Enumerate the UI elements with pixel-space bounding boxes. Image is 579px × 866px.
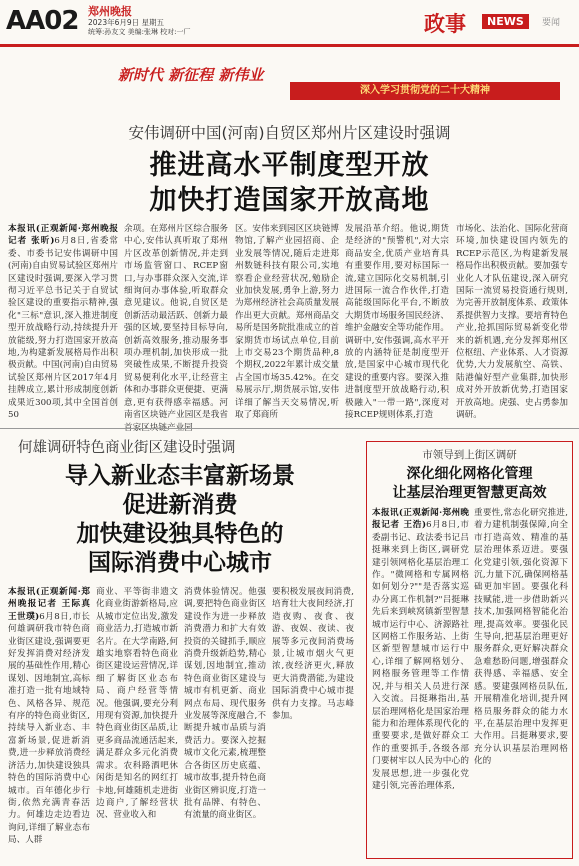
article2-headline-line1: 导入新业态丰富新场景 <box>65 463 295 489</box>
article1-column-1-text: 6月8日,省委常委、市委书记安伟调研中国(河南)自由贸易试验区郑州片区建设时强调,要深入学习贯彻习近平总书记关于自贸试验区建设的重要指示精神,强化"三标"意识,深入推进制度型开放战略行动,持续提升开放能级,努力打造国家开放高地,为构建新发展格局作出积极贡献。中国(河南)自由贸易试验区郑州片区2017年4月挂牌成立,累计形成制度创新成果近300项,其中全国首创50 <box>8 236 118 421</box>
article1-headline-line1: 推进高水平制度型开放 <box>149 150 430 181</box>
article3-kicker: 市领导到上街区调研 <box>422 449 517 461</box>
section-divider <box>0 428 579 429</box>
article3-byline: 本报讯(正观新闻·郑州晚报记者 王浩) <box>372 508 469 531</box>
article2-kicker: 何雄调研特色商业街区建设时强调 <box>18 440 236 456</box>
article1-headline-line2: 加快打造国家开放高地 <box>149 185 430 216</box>
editors-line: 统筹:孙友文 美编:张琳 校对:一厂 <box>88 28 191 36</box>
section-title: 政事 <box>424 12 466 36</box>
article2-byline: 本报讯(正观新闻·郑州晚报记者 王际真 王世璞) <box>8 587 90 622</box>
article2-column-4: 要积极发展夜间消费,培育壮大夜间经济,打造夜购、夜食、夜游、夜娱、夜读、夜展等多元夜间消费场景,让城市烟火气更浓,夜经济更火,释放更大消费潜能,为建设国际消费中心城市提供有力支撑。马志峰参加。 <box>272 587 354 722</box>
article1-column-1 <box>8 223 118 423</box>
article1-byline: 本报讯(正观新闻·郑州晚报记者 张昕) <box>8 224 118 247</box>
article2-column-3: 消费体验情况。他强调,要把特色商业街区建设作为进一步释放消费潜力和扩大有效投资的关键抓手,顺应消费升级新趋势,精心谋划,因地制宜,推动特色商业街区建设与城市有机更新、商业网点布局、现代服务业发展等深度融合,不断提升城市品质与消费活力。要深入挖掘城市文化元素,梳理整合各街区历史底蕴、城市故事,提升特色商业街区辨识度,打造一批有品牌、有特色、有流量的商业街区。 <box>184 587 266 821</box>
article1-kicker: 安伟调研中国(河南)自贸区郑州片区建设时强调 <box>128 124 451 142</box>
article2-headline-line4: 国际消费中心城市 <box>88 550 272 576</box>
article2-headline-line2: 促进新消费 <box>122 492 238 518</box>
article2-column-1-text: 6月8日,市长何雄调研我市特色商业街区建设,强调要更好发挥消费对经济发展的基础性作用,精心谋划、因地制宜,高标准打造一批有地域特色、风格各异、规范有序的特色商业街区,持续导入新业态、丰富新场景,促进新消费,进一步释放消费经济活力,加快建设独具特色的国际消费中心城市。百年德化步行街,依然充满青春活力。何雄边走边看边询问,详细了解业态布局、人群 <box>8 611 90 846</box>
article1-column-5: 市场化、法治化、国际化营商环境,加快建设国内领先的RCEP示范区,为构建新发展格局作出积极贡献。要加强专业化人才队伍建设,深入研究国际一流贸易投资通行规则,为完善开放制度体系、政策体系提供智力支撑。要培育特色产业,抢抓国际贸易新变化带来的新机遇,充分发挥郑州区位枢纽、产业体系、人才资源优势,大力发展航空、高铁、陆港偏好型产业集群,加快形成对外开放新优势,打造国家开放高地。虎强、史占勇参加调研。 <box>456 224 568 421</box>
banner-slogan: 新时代 新征程 新伟业 <box>118 66 264 84</box>
newspaper-logo: 郑州晚报 <box>88 5 132 18</box>
article1-column-2: 余项。在郑州片区综合服务中心,安伟认真听取了郑州片区改革创新情况,并走到市场监管窗口、RCEP窗口,与办事群众深入交流,详细询问办事体验,听取群众意见建议。他说,自贸区是创新活动最活跃、创新力最强的区域,要坚持目标导向,创新高效服务,推动服务事项办理机制,加快形成一批突破性成果,不断提升投资贸易便利化水平,让经营主体和办事群众更便捷、更满意,更有获得感幸福感。河南省区块链产业园区是我省 <box>124 224 228 421</box>
issue-date: 2023年6月9日 星期五 <box>88 18 165 27</box>
masthead <box>0 0 579 44</box>
section-subtitle: 要闻 <box>542 18 561 28</box>
article3-headline-line1: 深化细化网格化管理 <box>406 466 533 482</box>
article1-column-4: 发展沿革介绍。他说,期货是经济的"预警机",对大宗商品安全,优质产业培育具有重要作用,要对标国际一流,建立国际化交易机制,引进国际一流合作伙伴,打造高能级国际化平台,不断放大期货市场服务国民经济、维护金融安全等功能作用。调研中,安伟强调,高水平开放的内涵特征是制度型开放,是国家中心城市现代化建设的重要内容。要深入推进制度型开放战略行动,积极融入"一带一路",深度对接RCEP规则体系,打造 <box>345 224 449 421</box>
article2-column-1 <box>8 586 90 860</box>
article2-headline-line3: 加快建设独具特色的 <box>76 521 284 547</box>
banner-bar-text: 深入学习贯彻党的二十大精神 <box>360 85 490 96</box>
section-header <box>424 8 579 38</box>
article1-column-3: 区。安伟来到园区区块链博物馆,了解产业园招商、企业发展等情况,随后走进郑州数链科技有限公司,实地察看企业经营状况,勉励企业加快发展,勇争上游,努力为郑州经济社会高质量发展作出更大贡献。郑州商品交易所是国务院批准成立的首家期货市场试点单位,目前上市交易23个期货品种,8个期权,2022年累计成交量占全国市场35.42%。在交易展示厅,期货展示馆,安伟详细了解当天交易情况,听取了郑商所 <box>235 224 339 421</box>
article3-column-1-text: 6月8日,市委副书记、政法委书记吕挺琳来到上街区,调研党建引领网格化基层治理工作。"微网格和专属网格如何划分?""是否落实巡办分离工作机制?"吕挺琳先后来到峡窝镇新型智慧城市运行中心、济源路社区网格工作服务站、上街区新型智慧城市运行中心,详细了解网格划分、网格服务管理等工作情况,并与相关人员进行深入交流。吕挺琳指出,基层治理网格化是国家治理能力和治理体系现代化的重要要求,是做好群众工作的重要抓手,各级各部门要树牢以人民为中心的发展思想,进一步强化党建引领,完善治理体系, <box>372 520 470 791</box>
article3-column-2: 重要性,常态化研究推进,着力建机制强保障,向全市打造高效、精准的基层治理体系迈进。要强化党建引领,强化资源下沉,力量下沉,确保网格基础更加牢固。要强化科技赋能,进一步借助新兴技术,加强网格智能化治理,提高效率。要强化民生导向,把基层治理更好服务群众,更好解决群众急难愁盼问题,增强群众获得感、幸福感、安全感。要建强网格员队伍,开展精准化培训,提升网格员服务群众的能力水平,在基层治理中发挥更大作用。吕挺琳要求,要充分认识基层治理网格化的 <box>474 508 568 767</box>
banner-bar <box>290 82 560 100</box>
article2-column-2: 商业、平等街非遗文化商业街游新格局,应从城市定位出发,激发商业活力,打造城市新名片。在大学南路,何雄实地察看特色商业街区建设运营情况,详细了解街区业态布局、商户经营等情况。他强调,要充分利用现有资源,加快提升特色商业街区品质,让更多商品流通活起来,满足群众多元化消费需求。农科路酒吧休闲街是知名的网红打卡地,何雄随机走进街边商户,了解经营状况、营业收入和 <box>96 587 178 821</box>
article3-headline-line2: 让基层治理更智慧更高效 <box>392 485 547 501</box>
article3-column-1 <box>372 507 469 853</box>
section-news-badge: NEWS <box>482 14 529 29</box>
top-rule <box>0 44 579 47</box>
page-code: AA02 <box>6 6 79 36</box>
